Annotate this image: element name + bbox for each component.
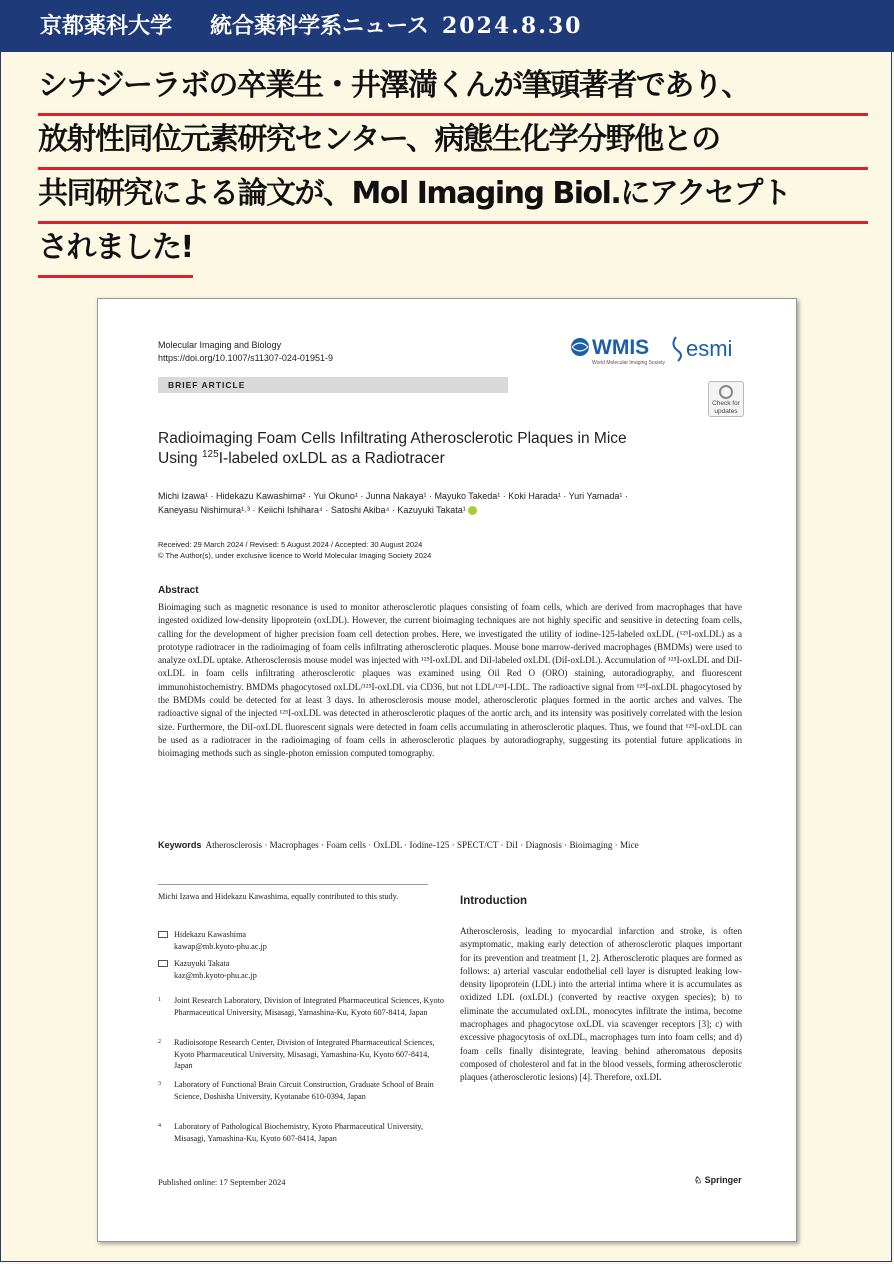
envelope-icon xyxy=(158,931,168,938)
equal-contribution-note: Michi Izawa and Hidekazu Kawashima, equally contributed to this study. xyxy=(158,892,399,901)
wmis-subtitle: World Molecular Imaging Society xyxy=(592,360,665,366)
headline xyxy=(38,62,868,278)
abstract-heading: Abstract xyxy=(158,585,199,596)
springer-logo: ♘ Springer xyxy=(694,1175,742,1185)
orcid-icon[interactable] xyxy=(468,506,477,515)
introduction-text: Atherosclerosis, leading to myocardial infarction and stroke, is often asymptomatic, making early detection of atherosclerotic plaques important for its prevention and treatment [1, 2]. Atherosclerotic plaques are formed as follows: a) arterial vascular endothelial cell layer is disrupted leaking low-density lipoprotein (LDL) into the arterial intima where it is accumulates as oxidized LDL (oxLDL) (converted by reactive oxygen species); b) to eliminate the accumulated oxLDL, monocytes infiltrate the intima, become macrophages and phagocytose oxLDL via scavenger receptors [3]; c) with excessive phagocytosis of oxLDL, macrophages turn into foam cells; and d) foam cells finally disintegrate, leaving behind atheromatous deposits composed of cholesterol and fat in the blood vessels, forming atherosclerotic plaques (atherosclerotic lesions) [4]. Therefore, oxLDL xyxy=(460,926,742,1083)
headline-line-4: されました! xyxy=(38,224,193,278)
check-updates-icon xyxy=(719,385,733,399)
banner-department-news: 統合薬科学系ニュース xyxy=(210,13,429,39)
keywords-label: Keywords xyxy=(158,840,202,850)
dates-block xyxy=(158,539,748,561)
correspondence xyxy=(158,929,448,981)
journal-info xyxy=(158,339,333,365)
banner-university: 京都薬科大学 xyxy=(40,13,173,39)
article-type-bar: BRIEF ARTICLE xyxy=(158,377,508,393)
corr2-name: Kazuyuki Takata xyxy=(174,959,230,968)
copyright-line: © The Author(s), under exclusive licence to World Molecular Imaging Society 2024 xyxy=(158,551,432,560)
news-banner xyxy=(0,0,894,52)
esmi-text: esmi xyxy=(686,336,733,361)
wmis-text: WMIS xyxy=(592,336,650,359)
headline-line-1: シナジーラボの卒業生・井澤満くんが筆頭著者であり、 xyxy=(38,62,868,116)
paper-page xyxy=(97,298,797,1242)
society-logos xyxy=(568,329,748,369)
wmis-esmi-logo xyxy=(568,329,748,369)
abstract-text: Bioimaging such as magnetic resonance is used to monitor atherosclerotic plaques consisting of foam cells, which are derived from macrophages that have ingested oxidized low-density lipoprotein (oxLDL). However, the current bioimaging techniques are not highly specific and sensitive in detecting foam cells, calling for the development of higher precision foam cell detection probes. Here, we investigated the utility of iodine-125-labeled oxLDL (¹²⁵I-oxLDL) as a prototype radiotracer in the radioimaging of foam cells infiltrating atherosclerotic plaques. Mouse bone marrow-derived macrophages (BMDMs) were used to analyze oxLDL uptake. Atherosclerosis mouse model was injected with ¹²⁵I-oxLDL and DiI-labeled oxLDL (DiI-oxLDL). Accumulation of ¹²⁵I-oxLDL and DiI-oxLDL in foam cells infiltrating atherosclerotic plaques was examined using Oil Red O (ORO) staining, autoradiography, and fluorescent immunohistochemistry. BMDMs phagocytosed oxLDL/¹²⁵I-oxLDL via CD36, but not LDL/¹²⁵I-LDL. The radioactive signal from ¹²⁵I-oxLDL phagocytosed by the BMDMs could be detected for at least 3 days. In atherosclerosis mouse model, atherosclerotic plaques formed in the aortic arches and valves. The radioactive signal of the injected ¹²⁵I-oxLDL was detected in atherosclerotic plaques of the aortic arch, and its intensity was positively correlated with the lesion size. Furthermore, the DiI-oxLDL fluorescent signals were detected in foam cells accumulating in atherosclerotic plaques. Thus, we found that ¹²⁵I-oxLDL can be used as a radiotracer in the radioimaging of foam cells in atherosclerotic plaques by autoradiography, suggesting its potential future applications in bioimaging methods such as single-photon emission computed tomography. xyxy=(158,602,742,759)
article-title: Radioimaging Foam Cells Infiltrating Atherosclerotic Plaques in Mice Using $^{125}$I-labeled oxLDL as a Radiotracer xyxy=(158,430,627,467)
footnote-divider xyxy=(158,884,428,885)
check-for-updates-badge[interactable]: Check for updates xyxy=(708,381,744,417)
envelope-icon xyxy=(158,960,168,967)
authors-line-1: Michi Izawa¹ · Hidekazu Kawashima² · Yui Okuno¹ · Junna Nakaya¹ · Mayuko Takeda¹ · Koki Harada¹ · Yuri Yamada¹ · xyxy=(158,491,628,501)
corr1-name: Hidekazu Kawashima xyxy=(174,930,247,939)
authors-line-2: Kaneyasu Nishimura¹˒³ · Keiichi Ishihara⁴ · Satoshi Akiba⁴ · Kazuyuki Takata¹ xyxy=(158,505,466,515)
esmi-swirl-icon xyxy=(673,337,681,361)
journal-name: Molecular Imaging and Biology xyxy=(158,340,282,350)
keywords-list: Atherosclerosis · Macrophages · Foam cells · OxLDL · Iodine-125 · SPECT/CT · DiI · Diagnosis · Bioimaging · Mice xyxy=(205,840,639,850)
published-online: Published online: 17 September 2024 xyxy=(158,1177,286,1187)
affiliation-1: 1 Joint Research Laboratory, Division of Integrated Pharmaceutical Sciences, Kyoto Pharmaceutical University, Misasagi, Yamashina-Ku, Kyoto 607-8414, Japan xyxy=(158,996,445,1017)
corr1-email[interactable]: kawap@mb.kyoto-phu.ac.jp xyxy=(174,941,267,951)
affiliation-4: 4 Laboratory of Pathological Biochemistry, Kyoto Pharmaceutical University, Misasagi, Yamashina-Ku, Kyoto 607-8414, Japan xyxy=(158,1122,424,1143)
affiliation-2: 2 Radioisotope Research Center, Division of Integrated Pharmaceutical Sciences, Kyoto Pharmaceutical University, Misasagi, Yamashina-Ku, Kyoto 607-8414, Japan xyxy=(158,1038,435,1070)
globe-icon xyxy=(571,338,589,356)
introduction-heading: Introduction xyxy=(460,895,528,907)
keywords xyxy=(158,839,742,852)
banner-date: 2024.8.30 xyxy=(442,13,583,39)
doi-link[interactable]: https://doi.org/10.1007/s11307-024-01951-9 xyxy=(158,353,333,363)
headline-line-3: 共同研究による論文が、Mol Imaging Biol.にアクセプト xyxy=(38,170,868,224)
corr2-email[interactable]: kaz@mb.kyoto-phu.ac.jp xyxy=(174,970,257,980)
springer-horse-icon: ♘ xyxy=(694,1175,703,1185)
affiliation-3: 3 Laboratory of Functional Brain Circuit Construction, Graduate School of Brain Science, Doshisha University, Kyotanabe 610-0394, Japan xyxy=(158,1080,434,1101)
headline-line-2: 放射性同位元素研究センター、病態生化学分野他との xyxy=(38,116,868,170)
author-list xyxy=(158,489,748,517)
received-dates: Received: 29 March 2024 / Revised: 5 August 2024 / Accepted: 30 August 2024 xyxy=(158,540,423,549)
